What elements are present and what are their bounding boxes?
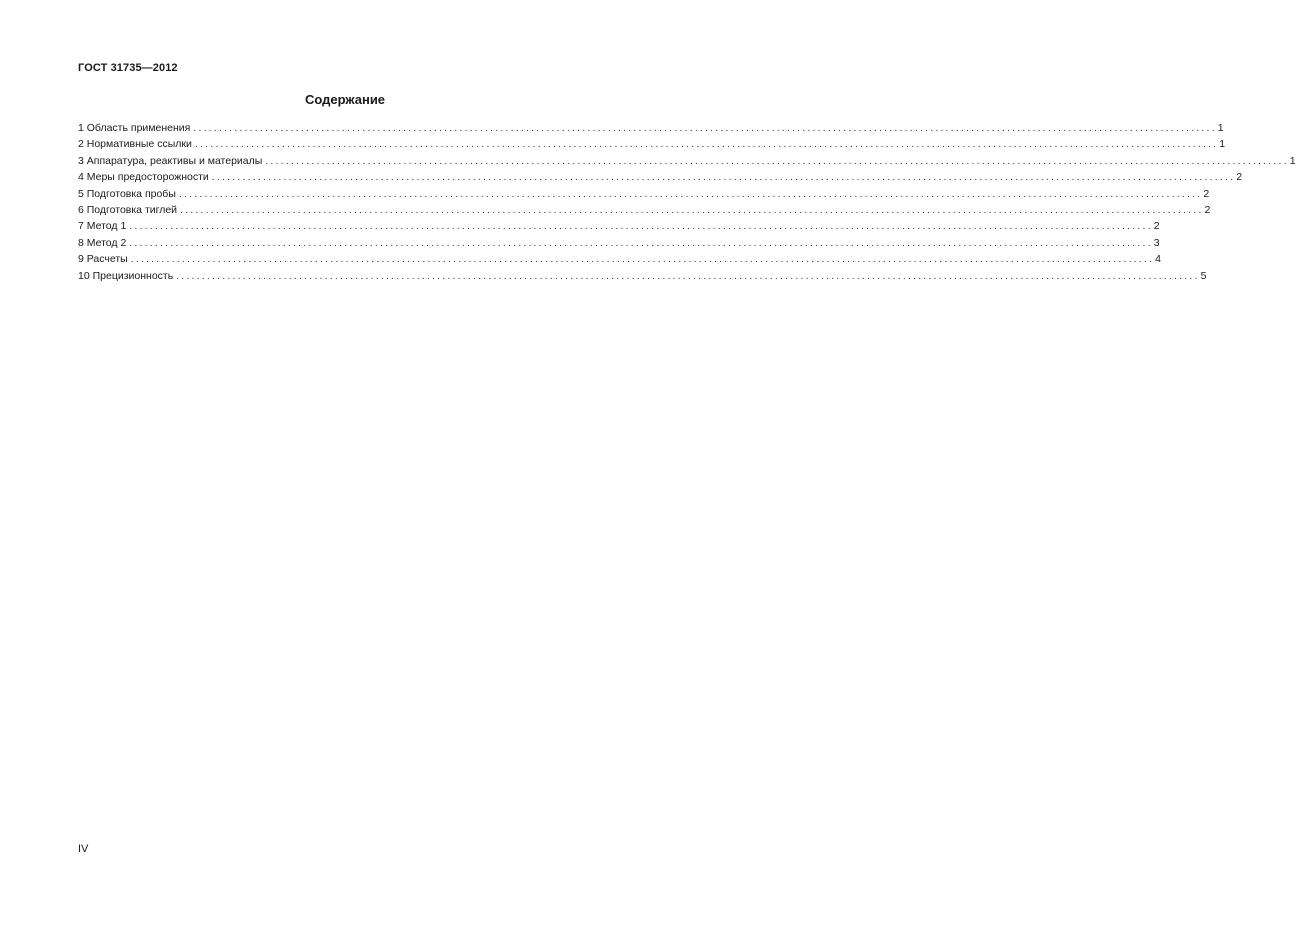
toc-entry-label: 8 Метод 2 (78, 236, 127, 249)
toc-entry-page: 2 (1203, 187, 1210, 200)
toc-entry-page: 4 (1155, 253, 1161, 266)
toc-leader-dots: ........................................................................................................................................................................................................ (176, 269, 1200, 282)
toc-entry-label: 2 Нормативные ссылки (78, 138, 192, 151)
document-code: ГОСТ 31735—2012 (78, 62, 178, 74)
toc-entry[interactable] (78, 136, 1226, 152)
toc-entry-page: 1 (1219, 138, 1226, 151)
toc-entry-page: 2 (1153, 220, 1160, 233)
table-of-contents (78, 120, 1296, 284)
page-number: IV (78, 843, 89, 855)
toc-title: Содержание (304, 92, 386, 107)
toc-entry-page: 2 (1204, 203, 1211, 216)
toc-leader-dots: ........................................................................................................................................................................................................ (193, 122, 1217, 134)
toc-leader-dots: ........................................................................................................................................................................................................ (180, 203, 1204, 216)
toc-entry[interactable] (78, 268, 1207, 284)
toc-entry-page: 3 (1153, 236, 1160, 249)
toc-entry[interactable] (78, 120, 1224, 136)
toc-entry-label: 10 Прецизионность (78, 269, 174, 282)
toc-entry-label: 4 Меры предосторожности (78, 171, 209, 184)
toc-leader-dots: ........................................................................................................................................................................................................ (178, 187, 1203, 200)
toc-entry-label: 6 Подготовка тиглей (78, 203, 178, 216)
toc-entry-label: 3 Аппаратура, реактивы и материалы (78, 154, 263, 167)
toc-entry-label: 1 Область применения (78, 122, 191, 134)
toc-leader-dots: ........................................................................................................................................................................................................ (194, 138, 1219, 151)
toc-entry-label: 9 Расчеты (78, 253, 128, 266)
toc-entry-page: 5 (1200, 269, 1207, 282)
toc-entry[interactable] (78, 153, 1296, 169)
toc-entry[interactable] (78, 202, 1211, 218)
toc-entry-page: 1 (1289, 154, 1296, 167)
toc-leader-dots: ........................................................................................................................................................................................................ (129, 220, 1153, 233)
toc-entry-label: 5 Подготовка пробы (78, 187, 176, 200)
toc-entry-page: 1 (1217, 122, 1224, 134)
toc-entry-page: 2 (1236, 171, 1243, 184)
toc-leader-dots: ........................................................................................................................................................................................................ (265, 154, 1289, 167)
toc-entry[interactable] (78, 218, 1160, 234)
toc-leader-dots: ........................................................................................................................................................................................................ (129, 236, 1153, 249)
toc-entry[interactable] (78, 169, 1243, 185)
toc-leader-dots: ........................................................................................................................................................................................................ (130, 253, 1155, 266)
toc-entry[interactable] (78, 251, 1161, 267)
toc-leader-dots: ........................................................................................................................................................................................................ (211, 171, 1236, 184)
toc-entry-label: 7 Метод 1 (78, 220, 127, 233)
toc-entry[interactable] (78, 186, 1210, 202)
toc-entry[interactable] (78, 235, 1160, 251)
